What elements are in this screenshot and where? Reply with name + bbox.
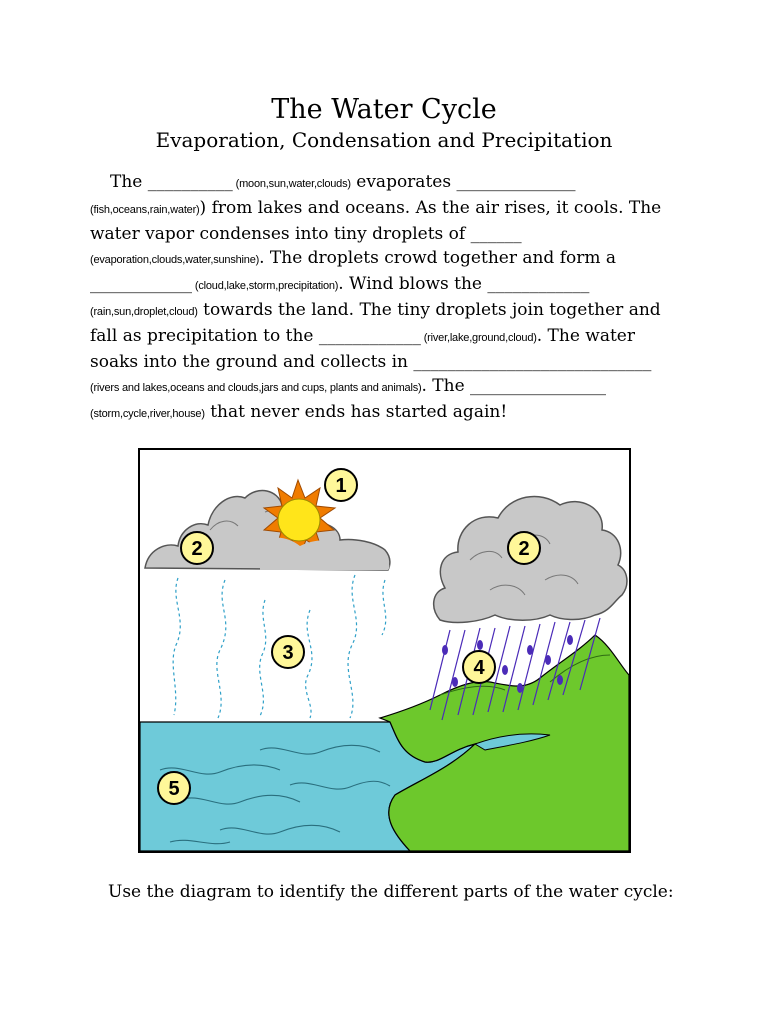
page-title: The Water Cycle	[271, 94, 497, 125]
blank: ____________	[90, 274, 192, 294]
diagram-label-4: 4	[473, 657, 485, 679]
blank: ____________	[487, 274, 590, 294]
blank: ______________	[456, 172, 576, 192]
word-choices: (fish,oceans,rain,water)	[90, 204, 200, 216]
passage-text: . The water soaks into the ground and collects in	[90, 326, 635, 372]
blank: ______	[470, 224, 522, 244]
instruction-text: Use the diagram to identify the different parts of the water cycle:	[108, 882, 674, 902]
blank: __________	[147, 172, 233, 192]
passage-text: evaporates	[350, 172, 457, 192]
diagram-label-2-right: 2	[518, 538, 530, 560]
passage-text: . The	[421, 376, 471, 396]
passage-text: . Wind blows the	[338, 274, 488, 294]
word-choices: (rivers and lakes,oceans and clouds,jars and cups, plants and animals)	[90, 382, 422, 394]
blank: ____________________________	[413, 352, 652, 372]
word-choices: (storm,cycle,river,house)	[90, 408, 205, 420]
word-choices: (cloud,lake,storm,precipitation)	[192, 280, 339, 292]
water-cycle-diagram	[138, 448, 631, 853]
cloze-passage	[90, 170, 680, 426]
passage-text: that never ends has started again!	[204, 402, 508, 422]
blank: ________________	[470, 376, 607, 396]
passage-text: towards the land. The tiny droplets join together and fall as precipitation to the	[90, 300, 661, 346]
passage-text: The	[110, 172, 148, 192]
diagram-label-3: 3	[282, 642, 294, 664]
word-choices: (river,lake,ground,cloud)	[420, 332, 537, 344]
passage-text: . The droplets crowd together and form a	[259, 248, 617, 268]
blank: ____________	[318, 326, 421, 346]
diagram-label-1: 1	[335, 475, 347, 497]
word-choices: (rain,sun,droplet,cloud)	[90, 306, 198, 318]
diagram-label-2-left: 2	[191, 538, 203, 560]
word-choices: (evaporation,clouds,water,sunshine)	[90, 254, 260, 266]
page-subtitle: Evaporation, Condensation and Precipitation	[155, 128, 613, 152]
diagram-label-5: 5	[168, 778, 180, 800]
passage-text: ) from lakes and oceans. As the air rises, it cools. The water vapor condenses into tiny droplets of	[90, 198, 662, 244]
word-choices: (moon,sun,water,clouds)	[232, 178, 351, 190]
